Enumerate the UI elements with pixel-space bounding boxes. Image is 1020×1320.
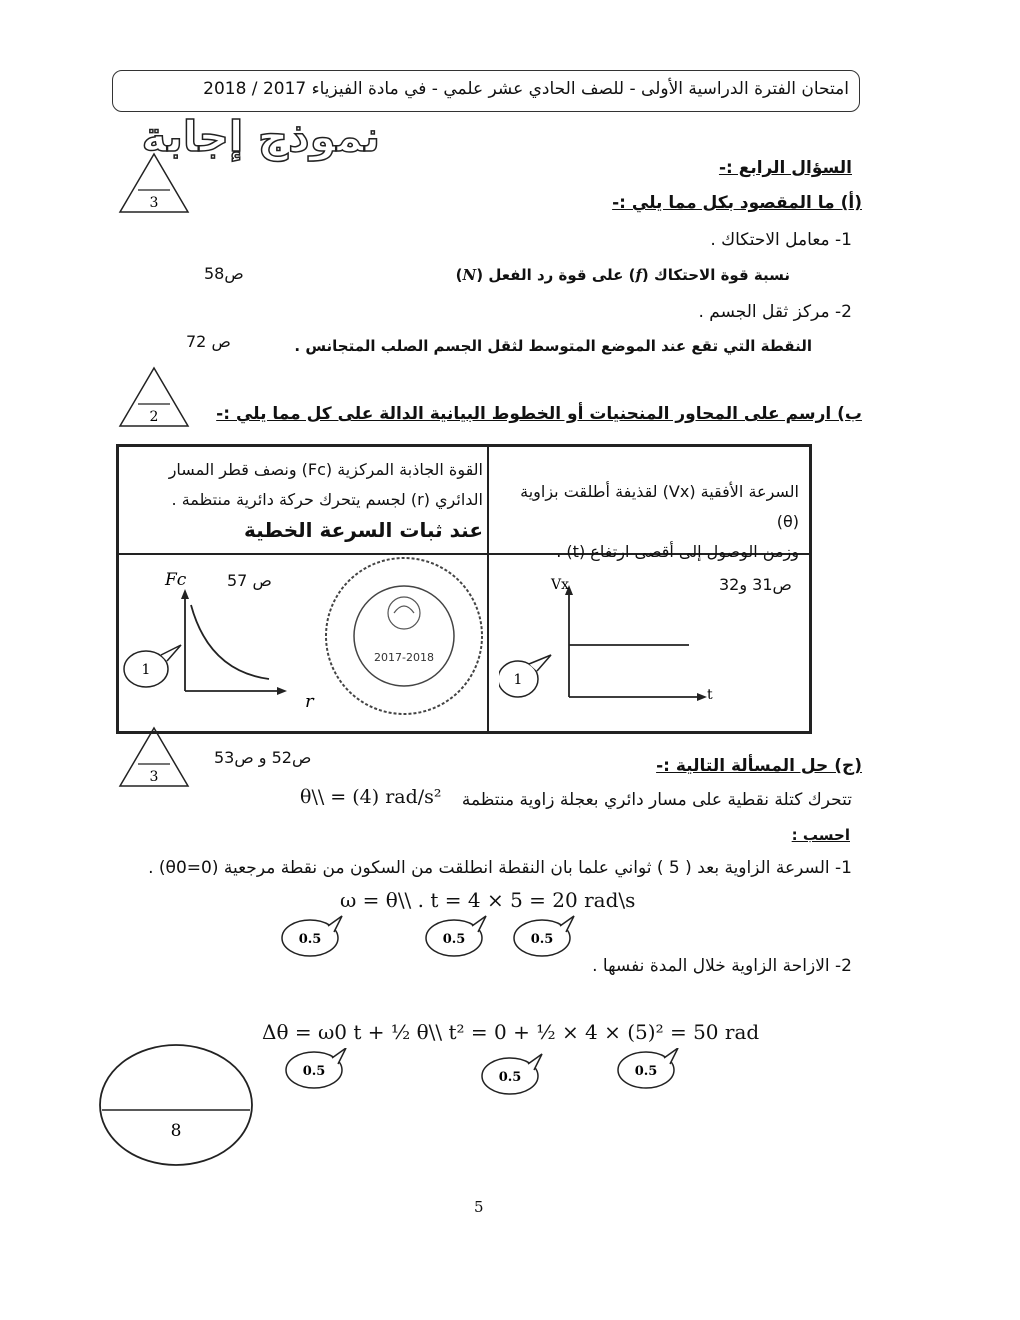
sub-question-2: 2- الازاحة الزاوية خلال المدة نفسها . (592, 956, 852, 976)
equation-1: ω = θ\\ . t = 4 × 5 = 20 rad\s (340, 888, 636, 912)
mark-2: 0.5 (442, 932, 466, 947)
vx-y-label: Vx (551, 577, 570, 593)
part-a-answer-2: النقطة التي تقع عند الموضع المتوسط لثقل الجسم الصلب المتجانس . (294, 337, 812, 355)
score-triangle-b-value: 2 (149, 409, 159, 425)
fc-x-label: r (305, 691, 314, 712)
page-ref-3: ص52 و ص53 (214, 748, 312, 767)
left-cell-line-3: عند ثبات السرعة الخطية (243, 518, 483, 542)
page-number: 5 (474, 1198, 484, 1216)
score-triangle-b (118, 366, 190, 428)
page-title: نموذج إجابة (141, 112, 380, 161)
equation-2: Δθ = ω0 t + ½ θ\\ t² = 0 + ½ × 4 × (5)² = 50 rad (262, 1020, 760, 1044)
part-a-answer-1: نسبة قوة الاحتكاك (f) على قوة رد الفعل (N) (455, 266, 790, 284)
vx-x-arrow (697, 693, 707, 701)
right-cell-line-1: السرعة الأفقية (Vx) لقذيفة أطلقت بزاوية (θ) (520, 482, 799, 531)
exam-header-text: امتحان الفترة الدراسية الأولى - للصف الحادي عشر علمي - في مادة الفيزياء 2017 / 2018 (203, 79, 849, 99)
part-c-heading: (ج) حل المسألة التالية :- (656, 756, 862, 776)
mark-6: 0.5 (634, 1064, 658, 1079)
ministry-stamp (319, 551, 489, 721)
right-cell-line-2: وزمن الوصول إلى أقصى ارتفاع (t) . (556, 542, 799, 561)
score-triangle-a (118, 152, 190, 214)
vx-x-label: t (707, 687, 713, 703)
left-cell-line-2: الدائري (r) لجسم يتحرك حركة دائرية منتظمة . (171, 490, 483, 509)
fc-y-label: Fc (165, 570, 187, 590)
part-a-item-2: 2- مركز ثقل الجسم . (698, 302, 852, 322)
score-triangle-a-value: 3 (149, 195, 159, 211)
angular-acceleration: θ\\ = (4) rad/s² (300, 786, 442, 808)
page-ref-1: ص58 (204, 264, 244, 283)
problem-statement: تتحرك كتلة نقطية على مسار دائري بعجلة زاوية منتظمة (461, 790, 852, 810)
left-cell-line-1: القوة الجاذبة المركزية (Fc) ونصف قطر المسار (168, 460, 483, 479)
vx-score: 1 (513, 672, 523, 688)
sub-question-1: 1- السرعة الزاوية بعد ( 5 ) ثواني علما بان النقطة انطلقت من السكون من نقطة مرجعية (θ0=0) . (148, 858, 852, 878)
graph-table (116, 444, 812, 734)
compute-label: احسب : (791, 826, 850, 844)
fc-y-arrow (181, 589, 189, 599)
fc-radius-graph (119, 563, 319, 723)
total-score-value: 8 (170, 1121, 182, 1141)
score-triangle-c (118, 726, 190, 788)
exam-header (112, 70, 860, 112)
score-triangle-c-value: 3 (149, 769, 159, 785)
total-score-circle (96, 1040, 258, 1170)
page-ref-2: ص 72 (186, 332, 231, 351)
part-a-item-1: 1- معامل الاحتكاك . (710, 230, 852, 250)
part-b-heading: ب) ارسم على المحاور المنحنيات أو الخطوط البيانية الدالة على كل مما يلي :- (216, 404, 862, 424)
marks-row-2 (282, 1048, 702, 1098)
marks-row-1 (280, 914, 600, 964)
mark-5: 0.5 (498, 1070, 522, 1085)
question-four-heading: السؤال الرابع :- (718, 158, 852, 178)
mark-3: 0.5 (530, 932, 554, 947)
left-cell-text (123, 455, 483, 545)
part-a-heading: (أ) ما المقصود بكل مما يلي :- (612, 193, 862, 213)
mark-1: 0.5 (298, 932, 322, 947)
mark-4: 0.5 (302, 1064, 326, 1079)
stamp-year: 2017-2018 (374, 651, 434, 664)
page-ref-left-graph: ص 57 (227, 571, 272, 590)
fc-x-arrow (277, 687, 287, 695)
fc-score: 1 (141, 662, 151, 678)
right-cell-text (499, 477, 799, 567)
page-ref-right-graph: ص31 و32 (719, 575, 792, 594)
fc-inverse-curve (191, 605, 269, 679)
vx-time-graph (499, 567, 759, 717)
